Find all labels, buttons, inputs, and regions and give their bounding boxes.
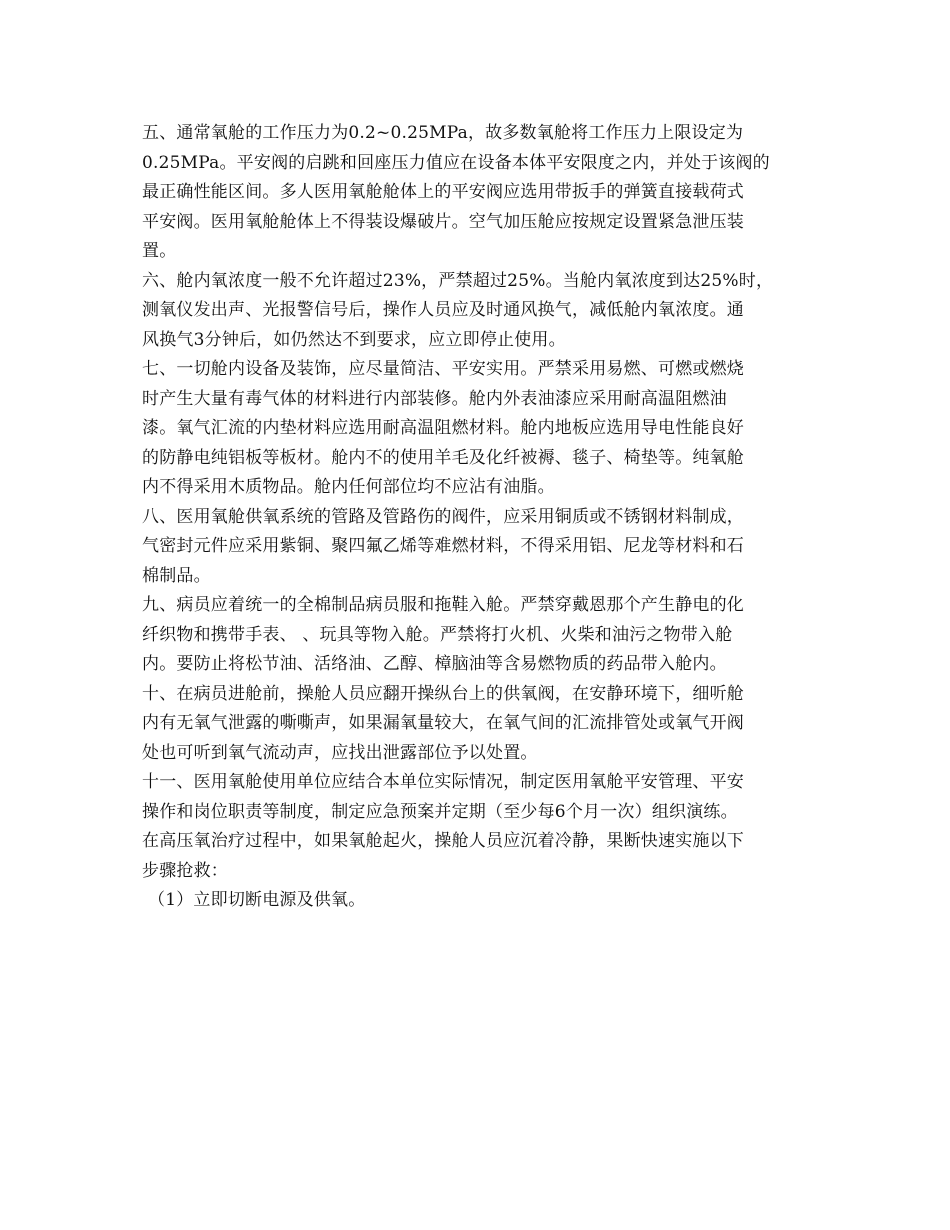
paragraph-line: 内有无氧气泄露的嘶嘶声，如果漏氧量较大，在氧气间的汇流排管处或氧气开阀 — [142, 713, 744, 733]
paragraph-line: 内不得采用木质物品。舱内任何部位均不应沾有油脂。 — [142, 477, 555, 497]
paragraph-line: 处也可听到氧气流动声，应找出泄露部位予以处置。 — [142, 742, 538, 763]
paragraph-6 — [142, 267, 810, 356]
paragraph-line: 风换气3分钟后，如仍然达不到要求，应立即停止使用。 — [142, 329, 566, 350]
document-body — [142, 119, 810, 916]
paragraph-line: 七、一切舱内设备及装饰，应尽量简洁、平安实用。严禁采用易燃、可燃或燃烧 — [142, 359, 744, 379]
paragraph-line: 的防静电纯铝板等板材。舱内不的使用羊毛及化纤被褥、毯子、椅垫等。纯氧舱 — [142, 447, 744, 468]
paragraph-line: 十、在病员进舱前，操舱人员应翻开操纵台上的供氧阀，在安静环境下，细听舱 — [142, 683, 744, 704]
paragraph-line: 测氧仪发出声、光报警信号后，操作人员应及时通风换气，减低舱内氧浓度。通 — [142, 300, 744, 320]
paragraph-line: 在高压氧治疗过程中，如果氧舱起火，操舱人员应沉着冷静，果断快速实施以下 — [142, 831, 744, 851]
paragraph-line: 时产生大量有毒气体的材料进行内部装修。舱内外表油漆应采用耐高温阻燃油 — [142, 388, 727, 409]
paragraph-line: 0.25MPa。平安阀的启跳和回座压力值应在设备本体平安限度之内，并处于该阀的 — [142, 152, 770, 173]
paragraph-line: 内。要防止将松节油、活络油、乙醇、樟脑油等含易燃物质的药品带入舱内。 — [142, 654, 727, 674]
paragraph-line: 十一、医用氧舱使用单位应结合本单位实际情况，制定医用氧舱平安管理、平安 — [142, 772, 744, 792]
paragraph-line: （1）立即切断电源及供氧。 — [148, 890, 366, 910]
paragraph-line: 平安阀。医用氧舱舱体上不得装设爆破片。空气加压舱应按规定设置紧急泄压装 — [142, 211, 744, 232]
paragraph-line: 六、舱内氧浓度一般不允许超过23%，严禁超过25%。当舱内氧浓度到达25%时， — [142, 270, 774, 291]
paragraph-line: 漆。氧气汇流的内垫材料应选用耐高温阻燃材料。舱内地板应选用导电性能良好 — [142, 418, 744, 438]
paragraph-line: 操作和岗位职责等制度，制定应急预案并定期（至少每6个月一次）组织演练。 — [142, 801, 738, 822]
paragraph-7 — [142, 355, 810, 503]
paragraph-9 — [142, 591, 810, 680]
paragraph-11 — [142, 768, 810, 886]
paragraph-8 — [142, 503, 810, 592]
paragraph-line: 五、通常氧舱的工作压力为0.2~0.25MPa，故多数氧舱将工作压力上限设定为 — [142, 123, 744, 143]
paragraph-line: 纤织物和携带手表、 、玩具等物入舱。严禁将打火机、火柴和油污之物带入舱 — [142, 624, 733, 645]
paragraph-line: 棉制品。 — [142, 565, 211, 586]
paragraph-line: 置。 — [142, 241, 177, 261]
paragraph-5 — [142, 119, 810, 267]
paragraph-line: 步骤抢救： — [142, 860, 228, 881]
paragraph-line: 气密封元件应采用紫铜、聚四氟乙烯等难燃材料，不得采用铝、尼龙等材料和石 — [142, 536, 744, 556]
paragraph-line: 八、医用氧舱供氧系统的管路及管路伤的阀件，应采用铜质或不锈钢材料制成， — [142, 506, 744, 527]
paragraph-line: 九、病员应着统一的全棉制品病员服和拖鞋入舱。严禁穿戴恩那个产生静电的化 — [142, 595, 744, 615]
paragraph-line: 最正确性能区间。多人医用氧舱舱体上的平安阀应选用带扳手的弹簧直接载荷式 — [142, 182, 744, 202]
list-item-step-1 — [142, 886, 810, 916]
paragraph-10 — [142, 680, 810, 769]
